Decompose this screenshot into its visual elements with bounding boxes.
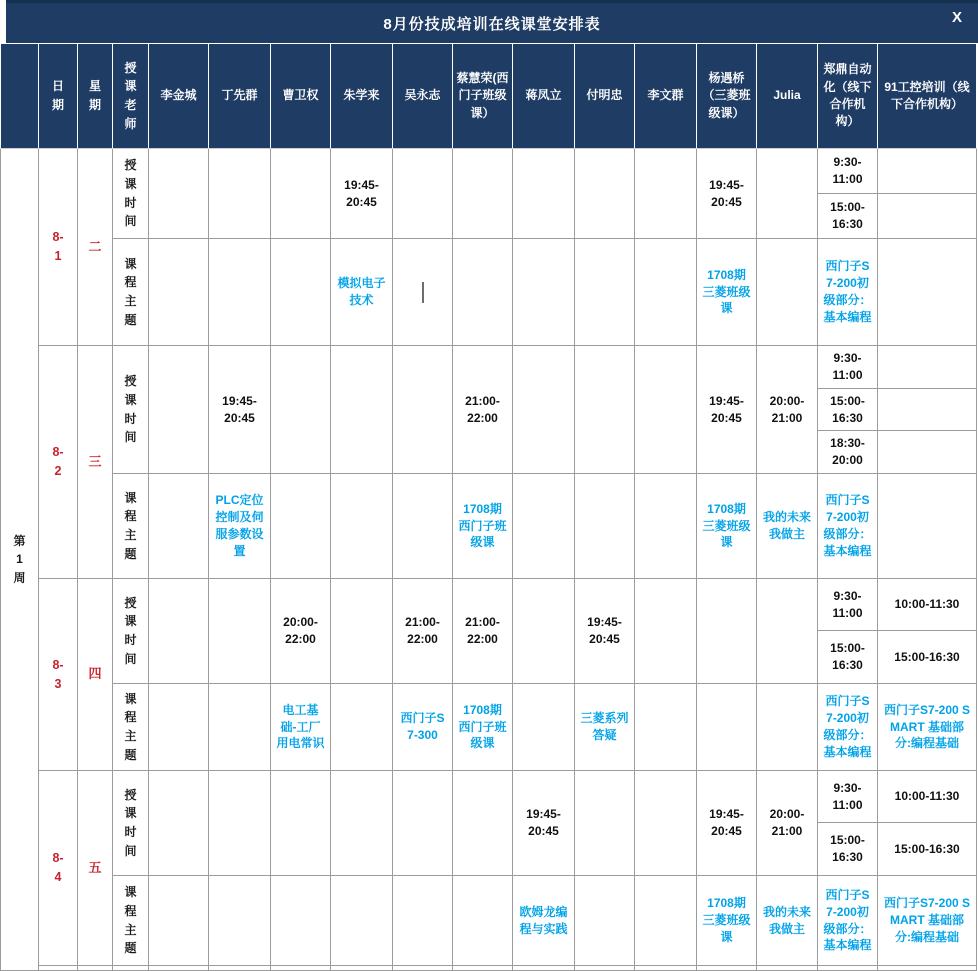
time-cell[interactable] bbox=[271, 346, 331, 474]
time-cell-zhengding[interactable]: 15:00-16:30 bbox=[818, 631, 878, 684]
time-cell[interactable]: 19:45-20:45 bbox=[697, 346, 757, 474]
time-cell-gongkong[interactable]: 15:00-16:30 bbox=[878, 631, 977, 684]
date-label: 8-3 bbox=[52, 657, 64, 691]
time-cell[interactable] bbox=[393, 346, 453, 474]
time-cell[interactable] bbox=[149, 346, 209, 474]
title-bar bbox=[6, 0, 978, 43]
partial-cell[interactable] bbox=[818, 966, 878, 971]
topic-cell[interactable] bbox=[453, 876, 513, 966]
header-teacher-5: 蔡慧荣(西门子班级课） bbox=[453, 44, 513, 149]
header-corner bbox=[1, 44, 39, 149]
topic-row-label: 课程主题 bbox=[124, 490, 137, 561]
topic-cell[interactable] bbox=[393, 239, 453, 346]
header-teacher-8: 李文群 bbox=[635, 44, 697, 149]
time-cell-zhengding[interactable]: 15:00-16:30 bbox=[818, 823, 878, 876]
time-cell[interactable] bbox=[757, 579, 818, 684]
topic-cell[interactable] bbox=[149, 239, 209, 346]
topic-cell[interactable] bbox=[209, 239, 271, 346]
time-cell[interactable]: 19:45-20:45 bbox=[697, 771, 757, 876]
time-cell[interactable]: 19:45-20:45 bbox=[697, 149, 757, 239]
time-cell[interactable] bbox=[513, 346, 575, 474]
time-cell[interactable] bbox=[697, 579, 757, 684]
time-cell[interactable] bbox=[271, 149, 331, 239]
time-row-label: 授课时间 bbox=[124, 595, 137, 666]
time-cell[interactable] bbox=[393, 771, 453, 876]
header-teacher-9: 杨遇桥（三菱班级课） bbox=[697, 44, 757, 149]
partial-cell[interactable] bbox=[271, 966, 331, 971]
time-cell[interactable]: 19:45-20:45 bbox=[209, 346, 271, 474]
weekday-cell-8-1[interactable] bbox=[78, 149, 113, 346]
topic-cell[interactable] bbox=[575, 876, 635, 966]
header-teacher-label bbox=[113, 44, 149, 149]
time-cell-zhengding[interactable]: 9:30-11:00 bbox=[818, 346, 878, 389]
topic-label-cell-8-3[interactable] bbox=[113, 684, 149, 771]
topic-cell[interactable] bbox=[149, 474, 209, 579]
time-cell[interactable]: 20:00-21:00 bbox=[757, 771, 818, 876]
time-cell[interactable] bbox=[209, 771, 271, 876]
header-teacher-0: 李金城 bbox=[149, 44, 209, 149]
time-cell[interactable] bbox=[331, 579, 393, 684]
time-cell[interactable] bbox=[575, 771, 635, 876]
time-cell[interactable] bbox=[757, 149, 818, 239]
topic-cell[interactable]: 三菱系列答疑 bbox=[575, 684, 635, 771]
topic-cell[interactable] bbox=[513, 474, 575, 579]
topic-cell[interactable] bbox=[393, 876, 453, 966]
time-cell[interactable] bbox=[331, 771, 393, 876]
topic-cell[interactable] bbox=[757, 239, 818, 346]
topic-cell[interactable]: 1708期三菱班级课 bbox=[697, 239, 757, 346]
header-row bbox=[1, 44, 977, 149]
weekday-label: 五 bbox=[88, 859, 102, 875]
topic-cell[interactable]: 西门子S7-200 SMART 基础部分:编程基础 bbox=[878, 876, 977, 966]
time-cell[interactable]: 19:45-20:45 bbox=[575, 579, 635, 684]
time-cell[interactable] bbox=[453, 149, 513, 239]
time-cell[interactable] bbox=[575, 346, 635, 474]
topic-cell[interactable] bbox=[331, 876, 393, 966]
partial-cell[interactable] bbox=[878, 966, 977, 971]
time-row-label: 授课时间 bbox=[124, 374, 137, 445]
table-body bbox=[1, 149, 977, 971]
partial-cell[interactable] bbox=[757, 966, 818, 971]
time-cell[interactable] bbox=[575, 149, 635, 239]
date-label: 8-2 bbox=[52, 445, 64, 478]
topic-cell[interactable]: 西门子S7-200初级部分：基本编程 bbox=[818, 239, 878, 346]
time-cell-gongkong[interactable]: 10:00-11:30 bbox=[878, 771, 977, 823]
time-label-cell-8-4[interactable] bbox=[113, 771, 149, 876]
header-date bbox=[39, 44, 78, 149]
topic-cell[interactable] bbox=[878, 239, 977, 346]
topic-cell[interactable] bbox=[697, 684, 757, 771]
topic-cell[interactable] bbox=[149, 684, 209, 771]
header-teacher-2: 曹卫权 bbox=[271, 44, 331, 149]
weekday-label: 四 bbox=[88, 666, 102, 682]
topic-cell[interactable]: 1708期西门子班级课 bbox=[453, 684, 513, 771]
topic-label-cell-8-1[interactable] bbox=[113, 239, 149, 346]
topic-cell[interactable] bbox=[635, 239, 697, 346]
topic-label-cell-8-2[interactable] bbox=[113, 474, 149, 579]
topic-cell[interactable] bbox=[878, 474, 977, 579]
date-cell-8-2[interactable] bbox=[39, 346, 78, 579]
time-cell[interactable] bbox=[149, 771, 209, 876]
time-cell[interactable] bbox=[271, 771, 331, 876]
topic-cell[interactable] bbox=[209, 876, 271, 966]
week-label: 第1周 bbox=[13, 533, 26, 585]
partial-cell[interactable] bbox=[697, 966, 757, 971]
weekday-label: 二 bbox=[88, 238, 102, 254]
date-cell-partial[interactable] bbox=[39, 966, 78, 971]
topic-cell[interactable] bbox=[757, 684, 818, 771]
time-cell-gongkong[interactable] bbox=[878, 389, 977, 431]
topic-cell[interactable]: 西门子S7-200初级部分：基本编程 bbox=[818, 684, 878, 771]
weekday-cell-partial[interactable] bbox=[78, 966, 113, 971]
partial-cell[interactable] bbox=[149, 966, 209, 971]
time-row-8-2-0 bbox=[1, 346, 977, 389]
time-cell-gongkong[interactable] bbox=[878, 431, 977, 474]
weekday-header-label: 星期 bbox=[88, 79, 101, 112]
header-teacher-1: 丁先群 bbox=[209, 44, 271, 149]
header-weekday bbox=[78, 44, 113, 149]
topic-row-8-4 bbox=[1, 876, 977, 966]
topic-row-label: 课程主题 bbox=[124, 691, 137, 762]
header-teacher-11: 郑鼎自动化（线下合作机构） bbox=[818, 44, 878, 149]
close-icon: X bbox=[951, 9, 962, 26]
time-row-8-4-0 bbox=[1, 771, 977, 823]
time-cell-gongkong[interactable] bbox=[878, 194, 977, 239]
time-cell[interactable] bbox=[149, 149, 209, 239]
topic-cell[interactable] bbox=[209, 684, 271, 771]
time-cell[interactable] bbox=[453, 771, 513, 876]
topic-cell[interactable]: 西门子S7-200初级部分：基本编程 bbox=[818, 876, 878, 966]
time-cell[interactable] bbox=[635, 579, 697, 684]
topic-cell[interactable] bbox=[331, 474, 393, 579]
date-header-label: 日期 bbox=[51, 79, 64, 112]
topic-cell[interactable] bbox=[575, 239, 635, 346]
time-label-cell-8-1[interactable] bbox=[113, 149, 149, 239]
header-teacher-3: 朱学来 bbox=[331, 44, 393, 149]
header-teacher-6: 蒋凤立 bbox=[513, 44, 575, 149]
close-button[interactable] bbox=[948, 7, 966, 29]
topic-cell[interactable] bbox=[149, 876, 209, 966]
time-cell[interactable]: 20:00-21:00 bbox=[757, 346, 818, 474]
time-cell[interactable] bbox=[209, 579, 271, 684]
partial-cell[interactable] bbox=[113, 966, 149, 971]
partial-row bbox=[1, 966, 977, 971]
weekday-cell-8-2[interactable] bbox=[78, 346, 113, 579]
time-cell[interactable]: 21:00-22:00 bbox=[453, 346, 513, 474]
partial-cell[interactable] bbox=[393, 966, 453, 971]
date-label: 8-4 bbox=[52, 851, 64, 884]
week-cell[interactable] bbox=[1, 149, 39, 971]
time-row-8-3-0 bbox=[1, 579, 977, 631]
time-cell[interactable] bbox=[513, 579, 575, 684]
header-teacher-4: 吴永志 bbox=[393, 44, 453, 149]
topic-cell[interactable]: 1708期西门子班级课 bbox=[453, 474, 513, 579]
time-label-cell-8-3[interactable] bbox=[113, 579, 149, 684]
topic-cell[interactable]: 我的未来我做主 bbox=[757, 474, 818, 579]
time-cell[interactable]: 21:00-22:00 bbox=[393, 579, 453, 684]
time-cell[interactable] bbox=[635, 771, 697, 876]
header-teacher-7: 付明忠 bbox=[575, 44, 635, 149]
time-row-8-1-0 bbox=[1, 149, 977, 194]
topic-cell[interactable] bbox=[575, 474, 635, 579]
date-cell-8-1[interactable] bbox=[39, 149, 78, 346]
weekday-cell-8-3[interactable] bbox=[78, 579, 113, 771]
topic-cell[interactable] bbox=[513, 684, 575, 771]
topic-cell[interactable]: 欧姆龙编程与实践 bbox=[513, 876, 575, 966]
time-cell[interactable] bbox=[331, 346, 393, 474]
partial-cell[interactable] bbox=[513, 966, 575, 971]
header-teacher-10: Julia bbox=[757, 44, 818, 149]
topic-cell[interactable] bbox=[271, 239, 331, 346]
partial-cell[interactable] bbox=[331, 966, 393, 971]
time-row-label: 授课时间 bbox=[124, 787, 137, 858]
time-cell[interactable]: 19:45-20:45 bbox=[331, 149, 393, 239]
teacher-header-label: 授课老师 bbox=[124, 60, 137, 131]
time-cell-gongkong[interactable] bbox=[878, 346, 977, 389]
text-cursor bbox=[422, 282, 424, 303]
topic-cell[interactable] bbox=[271, 474, 331, 579]
partial-cell[interactable] bbox=[575, 966, 635, 971]
time-cell-zhengding[interactable]: 18:30-20:00 bbox=[818, 431, 878, 474]
topic-cell[interactable] bbox=[635, 474, 697, 579]
topic-cell[interactable]: 我的未来我做主 bbox=[757, 876, 818, 966]
time-cell[interactable]: 21:00-22:00 bbox=[453, 579, 513, 684]
topic-cell[interactable] bbox=[271, 876, 331, 966]
time-cell[interactable]: 20:00-22:00 bbox=[271, 579, 331, 684]
topic-cell[interactable]: 1708期三菱班级课 bbox=[697, 876, 757, 966]
time-cell[interactable] bbox=[513, 149, 575, 239]
time-cell[interactable] bbox=[635, 149, 697, 239]
time-cell[interactable] bbox=[635, 346, 697, 474]
table-header bbox=[1, 44, 977, 149]
topic-cell[interactable] bbox=[513, 239, 575, 346]
time-row-label: 授课时间 bbox=[124, 158, 137, 229]
topic-row-8-2 bbox=[1, 474, 977, 579]
time-cell-zhengding[interactable]: 9:30-11:00 bbox=[818, 579, 878, 631]
time-cell-zhengding[interactable]: 9:30-11:00 bbox=[818, 149, 878, 194]
page-title: 8月份技成培训在线课堂安排表 bbox=[383, 15, 601, 33]
time-label-cell-8-2[interactable] bbox=[113, 346, 149, 474]
date-cell-8-3[interactable] bbox=[39, 579, 78, 771]
time-cell[interactable] bbox=[149, 579, 209, 684]
topic-cell[interactable] bbox=[635, 684, 697, 771]
topic-cell[interactable]: 西门子S7-200初级部分：基本编程 bbox=[818, 474, 878, 579]
schedule-table bbox=[0, 43, 977, 971]
topic-cell[interactable] bbox=[635, 876, 697, 966]
topic-cell[interactable]: 西门子S7-200 SMART 基础部分:编程基础 bbox=[878, 684, 977, 771]
topic-cell[interactable] bbox=[331, 684, 393, 771]
time-cell[interactable] bbox=[393, 149, 453, 239]
time-cell-gongkong[interactable]: 10:00-11:30 bbox=[878, 579, 977, 631]
topic-cell[interactable]: 模拟电子技术 bbox=[331, 239, 393, 346]
weekday-label: 三 bbox=[88, 453, 102, 469]
header-teacher-12: 91工控培训（线下合作机构） bbox=[878, 44, 977, 149]
topic-cell[interactable]: 西门子S7-300 bbox=[393, 684, 453, 771]
topic-row-label: 课程主题 bbox=[124, 256, 137, 327]
time-cell-gongkong[interactable] bbox=[878, 149, 977, 194]
topic-cell[interactable]: PLC定位控制及伺服参数设置 bbox=[209, 474, 271, 579]
time-cell-zhengding[interactable]: 9:30-11:00 bbox=[818, 771, 878, 823]
topic-label-cell-8-4[interactable] bbox=[113, 876, 149, 966]
partial-cell[interactable] bbox=[635, 966, 697, 971]
date-label: 8-1 bbox=[52, 230, 64, 263]
time-cell-zhengding[interactable]: 15:00-16:30 bbox=[818, 194, 878, 239]
date-cell-8-4[interactable] bbox=[39, 771, 78, 966]
topic-cell[interactable] bbox=[393, 474, 453, 579]
topic-cell[interactable]: 1708期三菱班级课 bbox=[697, 474, 757, 579]
topic-cell[interactable]: 电工基础-工厂用电常识 bbox=[271, 684, 331, 771]
partial-cell[interactable] bbox=[453, 966, 513, 971]
time-cell[interactable] bbox=[209, 149, 271, 239]
partial-cell[interactable] bbox=[209, 966, 271, 971]
topic-cell[interactable] bbox=[453, 239, 513, 346]
time-cell-zhengding[interactable]: 15:00-16:30 bbox=[818, 389, 878, 431]
topic-row-8-1 bbox=[1, 239, 977, 346]
time-cell[interactable]: 19:45-20:45 bbox=[513, 771, 575, 876]
weekday-cell-8-4[interactable] bbox=[78, 771, 113, 966]
topic-row-label: 课程主题 bbox=[124, 885, 137, 956]
time-cell-gongkong[interactable]: 15:00-16:30 bbox=[878, 823, 977, 876]
topic-row-8-3 bbox=[1, 684, 977, 771]
